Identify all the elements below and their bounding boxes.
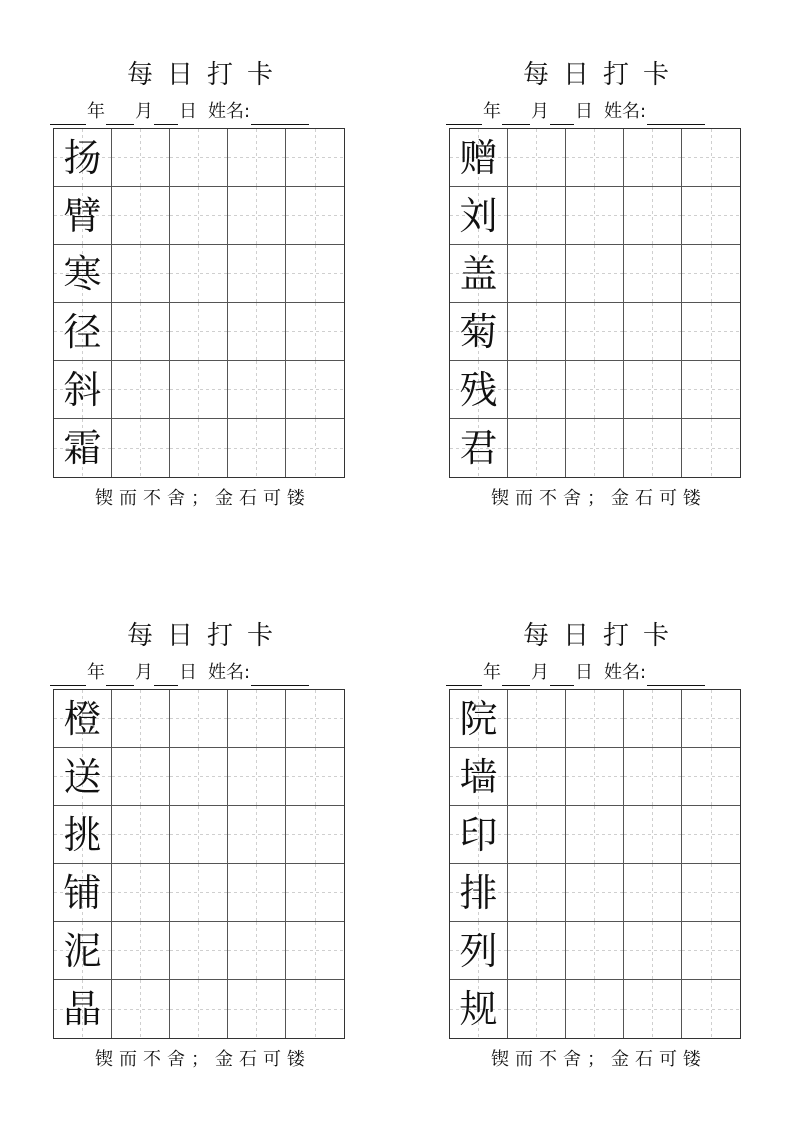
model-character-cell [54,361,112,419]
day-label: 日 [179,662,197,683]
practice-cell[interactable] [624,864,682,922]
practice-cell[interactable] [112,864,170,922]
practice-cell[interactable] [228,922,286,980]
practice-cell[interactable] [228,864,286,922]
practice-cell[interactable] [624,806,682,864]
model-character: 墙 [459,754,498,799]
writing-grid [53,689,345,1039]
day-blank[interactable] [550,104,574,125]
practice-cell[interactable] [508,864,566,922]
card-title: 每日打卡 [126,60,287,90]
month-label: 月 [531,101,549,122]
practice-card-2 [446,55,746,515]
model-character-cell [450,245,508,303]
practice-cell[interactable] [624,303,682,361]
model-character-cell [54,245,112,303]
practice-cell[interactable] [170,303,228,361]
card-title: 每日打卡 [522,621,683,651]
model-character: 赠 [459,135,498,180]
date-name-line [50,656,309,686]
practice-card-3 [50,616,350,1076]
practice-cell[interactable] [112,922,170,980]
month-blank[interactable] [106,665,134,686]
model-character: 列 [459,928,498,973]
practice-cell[interactable] [228,690,286,748]
model-character: 菊 [459,309,498,354]
card-title: 每日打卡 [126,621,287,651]
practice-cell[interactable] [624,129,682,187]
practice-cell[interactable] [682,980,740,1038]
name-label: 姓名: [604,101,647,122]
practice-cell[interactable] [566,690,624,748]
practice-cell[interactable] [170,361,228,419]
model-character-cell [54,864,112,922]
practice-cell[interactable] [228,361,286,419]
practice-cell[interactable] [228,806,286,864]
model-character-cell [54,922,112,980]
practice-cell[interactable] [566,303,624,361]
practice-cell[interactable] [508,806,566,864]
model-character: 排 [459,870,498,915]
model-character-cell [54,690,112,748]
year-blank[interactable] [446,104,482,125]
practice-cell[interactable] [682,922,740,980]
year-label: 年 [87,662,105,683]
model-character-cell [450,806,508,864]
practice-cell[interactable] [286,419,344,477]
practice-cell[interactable] [112,361,170,419]
practice-cell[interactable] [112,690,170,748]
motto: 锲而不舍；金石可镂 [95,488,311,509]
name-blank[interactable] [647,104,705,125]
model-character-cell [450,303,508,361]
practice-cell[interactable] [566,419,624,477]
practice-cell[interactable] [508,419,566,477]
practice-cell[interactable] [566,187,624,245]
date-name-line [50,95,309,125]
model-character-cell [450,187,508,245]
model-character: 橙 [63,696,102,741]
practice-cell[interactable] [624,922,682,980]
practice-cell[interactable] [170,129,228,187]
practice-cell[interactable] [286,361,344,419]
model-character: 规 [459,987,498,1031]
practice-cell[interactable] [682,419,740,477]
practice-cell[interactable] [566,361,624,419]
practice-cell[interactable] [624,748,682,806]
name-blank[interactable] [251,665,309,686]
practice-cell[interactable] [112,129,170,187]
practice-cell[interactable] [508,303,566,361]
practice-cell[interactable] [508,361,566,419]
month-blank[interactable] [502,665,530,686]
name-label: 姓名: [208,101,251,122]
practice-cell[interactable] [566,748,624,806]
day-label: 日 [575,662,593,683]
model-character: 铺 [63,870,102,915]
model-character-cell [450,980,508,1038]
day-blank[interactable] [154,665,178,686]
practice-cell[interactable] [508,748,566,806]
practice-cell[interactable] [682,303,740,361]
model-character-cell [450,922,508,980]
practice-cell[interactable] [508,690,566,748]
practice-cell[interactable] [228,303,286,361]
practice-cell[interactable] [682,690,740,748]
model-character: 挑 [63,812,102,857]
practice-cell[interactable] [508,245,566,303]
year-blank[interactable] [446,665,482,686]
practice-cell[interactable] [682,129,740,187]
practice-cell[interactable] [286,187,344,245]
year-blank[interactable] [50,104,86,125]
motto: 锲而不舍；金石可镂 [491,488,707,509]
practice-cell[interactable] [286,980,344,1038]
practice-cell[interactable] [286,303,344,361]
day-blank[interactable] [154,104,178,125]
date-name-line [446,656,705,686]
practice-cell[interactable] [682,361,740,419]
month-blank[interactable] [502,104,530,125]
practice-cell[interactable] [624,419,682,477]
practice-cell[interactable] [170,419,228,477]
practice-cell[interactable] [286,864,344,922]
model-character: 泥 [63,928,102,973]
practice-cell[interactable] [624,361,682,419]
writing-grid [53,128,345,478]
practice-cell[interactable] [286,748,344,806]
practice-cell[interactable] [170,980,228,1038]
day-label: 日 [179,101,197,122]
practice-cell[interactable] [508,922,566,980]
month-label: 月 [531,662,549,683]
model-character-cell [54,129,112,187]
practice-cell[interactable] [566,922,624,980]
month-label: 月 [135,662,153,683]
practice-cell[interactable] [682,806,740,864]
model-character: 臂 [63,193,102,238]
model-character: 扬 [63,135,102,180]
writing-grid [449,689,741,1039]
practice-cell[interactable] [566,980,624,1038]
practice-cell[interactable] [566,245,624,303]
card-title: 每日打卡 [522,60,683,90]
practice-cell[interactable] [112,748,170,806]
practice-cell[interactable] [286,922,344,980]
model-character: 斜 [63,367,102,412]
practice-cell[interactable] [112,980,170,1038]
model-character: 院 [459,696,498,741]
model-character-cell [54,419,112,477]
model-character-cell [450,748,508,806]
model-character-cell [54,303,112,361]
month-blank[interactable] [106,104,134,125]
date-name-line [446,95,705,125]
practice-cell[interactable] [170,922,228,980]
practice-cell[interactable] [112,245,170,303]
practice-cell[interactable] [624,690,682,748]
model-character-cell [54,748,112,806]
practice-cell[interactable] [228,187,286,245]
motto: 锲而不舍；金石可镂 [95,1049,311,1070]
practice-cell[interactable] [228,245,286,303]
year-label: 年 [483,101,501,122]
practice-cell[interactable] [566,864,624,922]
practice-cell[interactable] [508,129,566,187]
practice-cell[interactable] [170,245,228,303]
model-character: 印 [459,812,498,857]
practice-cell[interactable] [170,748,228,806]
practice-cell[interactable] [228,419,286,477]
practice-cell[interactable] [286,245,344,303]
writing-grid [449,128,741,478]
model-character-cell [54,187,112,245]
practice-cell[interactable] [228,980,286,1038]
model-character-cell [54,980,112,1038]
practice-cell[interactable] [286,690,344,748]
model-character: 送 [63,754,102,799]
model-character: 君 [459,426,498,470]
practice-cell[interactable] [170,806,228,864]
year-label: 年 [483,662,501,683]
year-label: 年 [87,101,105,122]
practice-cell[interactable] [170,187,228,245]
day-label: 日 [575,101,593,122]
practice-cell[interactable] [508,187,566,245]
practice-cell[interactable] [170,864,228,922]
model-character-cell [450,690,508,748]
practice-cell[interactable] [624,245,682,303]
practice-cell[interactable] [112,419,170,477]
model-character-cell [450,864,508,922]
model-character: 寒 [63,251,102,296]
practice-cell[interactable] [682,187,740,245]
motto: 锲而不舍；金石可镂 [491,1049,707,1070]
practice-cell[interactable] [566,129,624,187]
practice-cell[interactable] [112,806,170,864]
model-character-cell [450,361,508,419]
practice-cell[interactable] [286,129,344,187]
practice-cell[interactable] [682,245,740,303]
month-label: 月 [135,101,153,122]
practice-cell[interactable] [624,980,682,1038]
model-character: 残 [459,367,498,412]
practice-cell[interactable] [170,690,228,748]
model-character: 霜 [63,426,102,470]
model-character-cell [450,419,508,477]
model-character-cell [54,806,112,864]
name-label: 姓名: [604,662,647,683]
model-character: 盖 [459,251,498,296]
practice-cell[interactable] [112,303,170,361]
name-blank[interactable] [251,104,309,125]
practice-cell[interactable] [112,187,170,245]
model-character: 径 [63,309,102,354]
model-character: 刘 [459,193,498,238]
practice-cell[interactable] [682,748,740,806]
name-blank[interactable] [647,665,705,686]
practice-cell[interactable] [508,980,566,1038]
model-character: 晶 [63,987,102,1031]
day-blank[interactable] [550,665,574,686]
practice-card-4 [446,616,746,1076]
model-character-cell [450,129,508,187]
practice-cell[interactable] [286,806,344,864]
practice-cell[interactable] [566,806,624,864]
practice-card-1 [50,55,350,515]
practice-cell[interactable] [624,187,682,245]
practice-cell[interactable] [228,748,286,806]
practice-cell[interactable] [682,864,740,922]
name-label: 姓名: [208,662,251,683]
year-blank[interactable] [50,665,86,686]
practice-cell[interactable] [228,129,286,187]
